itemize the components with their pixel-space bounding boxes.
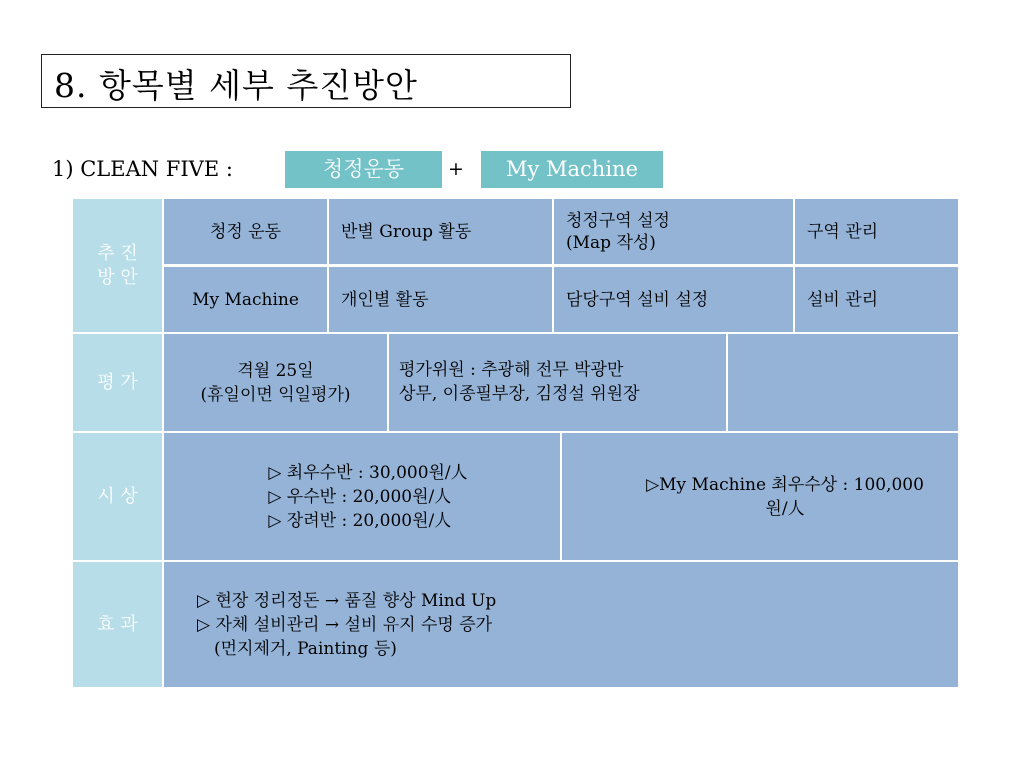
cell-evaluation-committee: 평가위원 : 추광해 전무 박광만 상무, 이종필부장, 김정설 위원장 — [389, 334, 726, 431]
header-effect: 효 과 — [73, 562, 162, 687]
cell-individual-activity: 개인별 활동 — [329, 267, 552, 332]
cell-cleaning-campaign: 청정 운동 — [164, 199, 327, 264]
cell-zone-management: 구역 관리 — [795, 199, 958, 264]
title-box — [41, 54, 571, 108]
cell-team-award: ▷ 최우수반 : 30,000원/人 ▷ 우수반 : 20,000원/人 ▷ 장려반 : 20,000원/人 — [164, 433, 560, 560]
cell-machine-award: ▷My Machine 최우수상 : 100,000 원/人 — [562, 433, 958, 560]
tag-cleaning: 청정운동 — [285, 151, 442, 188]
cell-evaluation-empty — [728, 334, 958, 431]
cell-group-activity: 반별 Group 활동 — [329, 199, 552, 264]
tag-my-machine: My Machine — [481, 151, 663, 188]
cell-zone-setting: 청정구역 설정 (Map 작성) — [554, 199, 793, 264]
header-evaluation: 평 가 — [73, 334, 162, 431]
cell-my-machine: My Machine — [164, 267, 327, 332]
cell-effect: ▷ 현장 정리정돈 → 품질 향상 Mind Up ▷ 자체 설비관리 → 설비 유지 수명 증가 (먼지제거, Painting 등) — [164, 562, 958, 687]
section-subtitle: 1) CLEAN FIVE : — [52, 157, 233, 181]
cell-equipment-management: 설비 관리 — [795, 267, 958, 332]
page-title: 8. 항목별 세부 추진방안 — [54, 66, 418, 105]
header-award: 시 상 — [73, 433, 162, 560]
cell-evaluation-schedule: 격월 25일 (휴일이면 익일평가) — [164, 334, 387, 431]
cell-equipment-assignment: 담당구역 설비 설정 — [554, 267, 793, 332]
plus-sign: + — [448, 158, 464, 180]
header-plan: 추 진 방 안 — [73, 199, 162, 332]
